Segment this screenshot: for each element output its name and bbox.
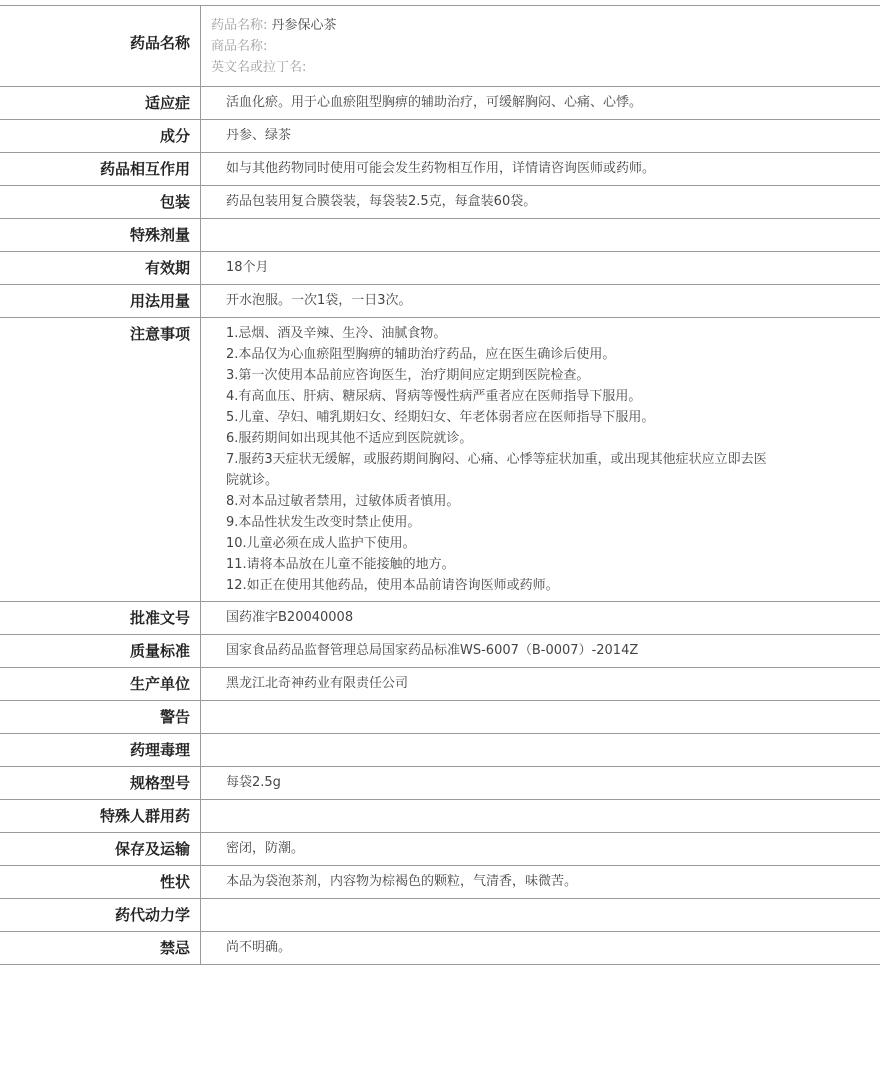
value-quality-standard: 国家食品药品监督管理总局国家药品标准WS-6007（B-0007）-2014Z xyxy=(226,643,639,658)
label-storage: 保存及运输 xyxy=(0,833,201,866)
label-usage: 用法用量 xyxy=(0,285,201,318)
value-pharmacokinetics xyxy=(201,899,880,932)
value-contraindications: 尚不明确。 xyxy=(226,940,292,955)
english-name-line xyxy=(211,57,880,78)
row-contraindications xyxy=(0,932,880,965)
precautions-list xyxy=(226,318,880,601)
row-drug-name xyxy=(0,6,880,87)
row-manufacturer xyxy=(0,668,880,701)
value-packaging: 药品包装用复合膜袋装，每袋装2.5克，每盒装60袋。 xyxy=(226,194,537,209)
label-special-population: 特殊人群用药 xyxy=(0,800,201,833)
label-manufacturer: 生产单位 xyxy=(0,668,201,701)
label-approval-number: 批准文号 xyxy=(0,602,201,635)
value-ingredients: 丹参、绿茶 xyxy=(226,128,292,143)
row-toxicology xyxy=(0,734,880,767)
value-usage: 开水泡服。一次1袋，一日3次。 xyxy=(226,293,412,308)
precaution-item: 5.儿童、孕妇、哺乳期妇女、经期妇女、年老体弱者应在医师指导下服用。 xyxy=(226,410,655,425)
value-shelf-life: 18个月 xyxy=(226,260,269,275)
drug-name-cell xyxy=(201,6,880,87)
trade-name-line xyxy=(211,36,880,57)
precaution-item: 1.忌烟、酒及辛辣、生冷、油腻食物。 xyxy=(226,326,447,341)
precaution-item: 9.本品性状发生改变时禁止使用。 xyxy=(226,515,421,530)
english-name-label: 英文名或拉丁名: xyxy=(211,60,307,75)
row-special-dosage xyxy=(0,219,880,252)
label-packaging: 包装 xyxy=(0,186,201,219)
label-shelf-life: 有效期 xyxy=(0,252,201,285)
label-drug-name: 药品名称 xyxy=(0,6,201,87)
label-ingredients: 成分 xyxy=(0,120,201,153)
value-interactions: 如与其他药物同时使用可能会发生药物相互作用，详情请咨询医师或药师。 xyxy=(226,161,656,176)
row-usage xyxy=(0,285,880,318)
row-special-population xyxy=(0,800,880,833)
trade-name-label: 商品名称: xyxy=(211,39,268,54)
value-special-dosage xyxy=(201,219,880,252)
label-appearance: 性状 xyxy=(0,866,201,899)
label-indications: 适应症 xyxy=(0,87,201,120)
label-pharmacokinetics: 药代动力学 xyxy=(0,899,201,932)
value-appearance: 本品为袋泡茶剂，内容物为棕褐色的颗粒，气清香，味微苦。 xyxy=(226,874,578,889)
value-precautions xyxy=(201,318,880,602)
row-pharmacokinetics xyxy=(0,899,880,932)
value-storage: 密闭，防潮。 xyxy=(226,841,305,856)
row-appearance xyxy=(0,866,880,899)
row-indications xyxy=(0,87,880,120)
precaution-item: 11.请将本品放在儿童不能接触的地方。 xyxy=(226,557,455,572)
generic-name-value: 丹参保心茶 xyxy=(271,18,337,33)
row-specification xyxy=(0,767,880,800)
precaution-item: 8.对本品过敏者禁用，过敏体质者慎用。 xyxy=(226,494,460,509)
row-ingredients xyxy=(0,120,880,153)
row-quality-standard xyxy=(0,635,880,668)
label-contraindications: 禁忌 xyxy=(0,932,201,965)
precaution-item: 4.有高血压、肝病、糖尿病、肾病等慢性病严重者应在医师指导下服用。 xyxy=(226,389,642,404)
row-approval-number xyxy=(0,602,880,635)
value-toxicology xyxy=(201,734,880,767)
value-special-population xyxy=(201,800,880,833)
label-quality-standard: 质量标准 xyxy=(0,635,201,668)
row-interactions xyxy=(0,153,880,186)
generic-name-label: 药品名称: xyxy=(211,18,268,33)
value-manufacturer: 黑龙江北奇神药业有限责任公司 xyxy=(226,676,409,691)
value-indications: 活血化瘀。用于心血瘀阻型胸痹的辅助治疗，可缓解胸闷、心痛、心悸。 xyxy=(226,95,643,110)
label-specification: 规格型号 xyxy=(0,767,201,800)
precaution-item: 2.本品仅为心血瘀阻型胸痹的辅助治疗药品，应在医生确诊后使用。 xyxy=(226,347,616,362)
value-specification: 每袋2.5g xyxy=(226,775,281,790)
row-storage xyxy=(0,833,880,866)
label-warning: 警告 xyxy=(0,701,201,734)
row-packaging xyxy=(0,186,880,219)
generic-name-line xyxy=(211,15,880,36)
precaution-item: 6.服药期间如出现其他不适应到医院就诊。 xyxy=(226,431,473,446)
label-special-dosage: 特殊剂量 xyxy=(0,219,201,252)
label-interactions: 药品相互作用 xyxy=(0,153,201,186)
precaution-item: 12.如正在使用其他药品，使用本品前请咨询医师或药师。 xyxy=(226,578,559,593)
precaution-item: 3.第一次使用本品前应咨询医生，治疗期间应定期到医院检查。 xyxy=(226,368,590,383)
row-precautions xyxy=(0,318,880,602)
drug-spec-table xyxy=(0,5,880,965)
label-toxicology: 药理毒理 xyxy=(0,734,201,767)
value-warning xyxy=(201,701,880,734)
value-approval-number: 国药准字B20040008 xyxy=(226,610,354,625)
precaution-item: 7.服药3天症状无缓解，或服药期间胸闷、心痛、心悸等症状加重，或出现其他症状应立即去医院就诊。 xyxy=(226,452,767,488)
label-precautions: 注意事项 xyxy=(0,318,201,602)
row-warning xyxy=(0,701,880,734)
row-shelf-life xyxy=(0,252,880,285)
precaution-item: 10.儿童必须在成人监护下使用。 xyxy=(226,536,416,551)
